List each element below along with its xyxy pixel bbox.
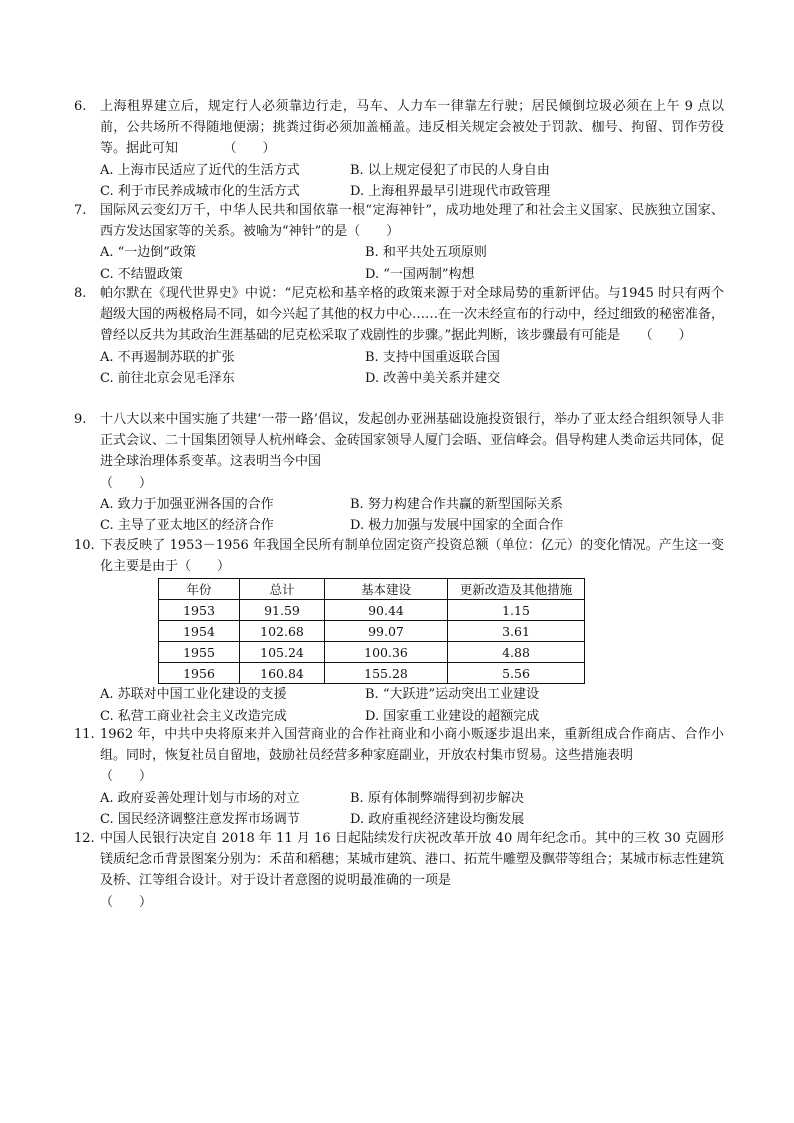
option-d: D. 极力加强与发展中国家的全面合作 [350, 518, 564, 534]
table-cell: 102.68 [240, 621, 325, 642]
option-b: B. “大跃进”运动突出工业建设 [365, 687, 540, 703]
table-row [159, 621, 585, 642]
table-header: 基本建设 [325, 579, 448, 600]
question-stem: 下表反映了 1953－1956 年我国全民所有制单位固定资产投资总额（单位：亿元）的变化情况。产生这一变化主要是由于（ ） [100, 538, 724, 575]
options [100, 160, 724, 202]
option-d: D. 国家重工业建设的超额完成 [365, 708, 540, 724]
table-header: 总计 [240, 579, 325, 600]
option-c: C. 私营工商业社会主义改造完成 [100, 708, 287, 724]
option-a: A. 致力于加强亚洲各国的合作 [100, 496, 274, 512]
table-header: 年份 [159, 579, 240, 600]
options [100, 242, 724, 284]
options [100, 788, 724, 830]
options [100, 494, 724, 536]
option-d: D. “一国两制”构想 [365, 266, 475, 282]
table-cell: 1956 [159, 663, 240, 684]
question-7 [74, 200, 724, 285]
question-number: 8. [74, 286, 87, 301]
data-table [158, 578, 585, 684]
option-c: C. 利于市民养成城市化的生活方式 [100, 183, 300, 199]
table-row [159, 663, 585, 684]
option-c: C. 主导了亚太地区的经济合作 [100, 518, 274, 534]
question-stem: 十八大以来中国实施了共建‘一带一路’倡议，发起创办亚洲基础设施投资银行，举办了亚太经合组织领导人非正式会议、二十国集团领导人杭州峰会、金砖国家领导人厦门会晤、亚信峰会。倡导构建人类命运共同体，促进全球治理体系变革。这表明当今中国 [100, 412, 725, 470]
answer-paren: （ ） [100, 769, 153, 785]
option-d: D. 改善中美关系并建交 [365, 370, 501, 386]
question-number: 10. [74, 538, 95, 553]
question-11 [74, 724, 724, 830]
option-a: A. “一边倒”政策 [100, 245, 196, 261]
options [100, 684, 724, 726]
option-a: A. 不再遏制苏联的扩张 [100, 349, 235, 365]
question-stem: 国际风云变幻万千，中华人民共和国依靠一根“定海神针”，成功地处理了和社会主义国家、民族独立国家、西方发达国家等的关系。被喻为“神针”的是（ ） [100, 203, 724, 240]
table-cell: 1953 [159, 600, 240, 621]
answer-paren: （ ） [100, 475, 153, 491]
table-cell: 160.84 [240, 663, 325, 684]
option-a: A. 政府妥善处理计划与市场的对立 [100, 790, 300, 806]
table-cell: 100.36 [325, 642, 448, 663]
question-number: 6. [74, 99, 87, 114]
table-cell: 1.15 [448, 600, 585, 621]
question-number: 7. [74, 203, 87, 218]
option-c: C. 前往北京会见毛泽东 [100, 370, 235, 386]
table-cell: 99.07 [325, 621, 448, 642]
table-header-row [159, 579, 585, 600]
options [100, 347, 724, 389]
question-6 [74, 96, 724, 202]
option-b: B. 原有体制弊端得到初步解决 [350, 790, 524, 806]
question-stem: 中国人民银行决定自 2018 年 11 月 16 日起陆续发行庆祝改革开放 40 周年纪念币。其中的三枚 30 克圆形镁质纪念币背景图案分别为：禾苗和稻穗；某城市建筑、港口、拓荒牛雕塑及飘带等组合；某城市标志性建筑及桥、江等组合设计。对于设计者意图的说明最准确的一项是 [100, 831, 725, 889]
option-b: B. 努力构建合作共赢的新型国际关系 [350, 496, 563, 512]
question-stem: 上海租界建立后，规定行人必须靠边行走，马车、人力车一律靠左行驶；居民倾倒垃圾必须在上午 9 点以前，公共场所不得随地便溺；挑粪过街必须加盖桶盖。违反相关规定会被处于罚款、枷号、拘留、罚作劳役等。据此可知 （ ） [100, 99, 724, 157]
option-b: B. 支持中国重返联合国 [365, 349, 500, 365]
question-10 [74, 535, 724, 727]
option-b: B. 和平共处五项原则 [365, 245, 487, 261]
option-c: C. 不结盟政策 [100, 266, 183, 282]
table-cell: 4.88 [448, 642, 585, 663]
question-number: 11. [74, 727, 95, 742]
option-d: D. 政府重视经济建设均衡发展 [350, 811, 525, 827]
table-cell: 155.28 [325, 663, 448, 684]
question-stem: 1962 年，中共中央将原来并入国营商业的合作社商业和小商小贩逐步退出来，重新组成合作商店、合作小组。同时，恢复社员自留地，鼓励社员经营多种家庭副业，开放农村集市贸易。这些措施表明 [100, 727, 724, 764]
option-c: C. 国民经济调整注意发挥市场调节 [100, 811, 300, 827]
table-cell: 90.44 [325, 600, 448, 621]
answer-paren: （ ） [100, 894, 153, 910]
question-9 [74, 409, 724, 536]
table-cell: 1955 [159, 642, 240, 663]
option-d: D. 上海租界最早引进现代市政管理 [350, 183, 551, 199]
question-12 [74, 828, 724, 913]
option-b: B. 以上规定侵犯了市民的人身自由 [350, 162, 550, 178]
table-cell: 1954 [159, 621, 240, 642]
question-stem: 帕尔默在《现代世界史》中说：“尼克松和基辛格的政策来源于对全球局势的重新评估。与1945 时只有两个超级大国的两极格局不同，如今兴起了其他的权力中心……在一次未经宣布的行动中，经过细致的秘密准备，曾经以反共为其政治生涯基础的尼克松采取了戏剧性的步骤。”据此判断，该步骤最有可能是 （ ） [100, 286, 725, 344]
table-row [159, 600, 585, 621]
table-header: 更新改造及其他措施 [448, 579, 585, 600]
question-number: 9. [74, 412, 87, 427]
question-8 [74, 283, 724, 389]
option-a: A. 上海市民适应了近代的生活方式 [100, 162, 300, 178]
option-a: A. 苏联对中国工业化建设的支援 [100, 687, 287, 703]
table-cell: 5.56 [448, 663, 585, 684]
table-cell: 105.24 [240, 642, 325, 663]
table-row [159, 642, 585, 663]
question-number: 12. [74, 831, 95, 846]
table-cell: 91.59 [240, 600, 325, 621]
table-cell: 3.61 [448, 621, 585, 642]
